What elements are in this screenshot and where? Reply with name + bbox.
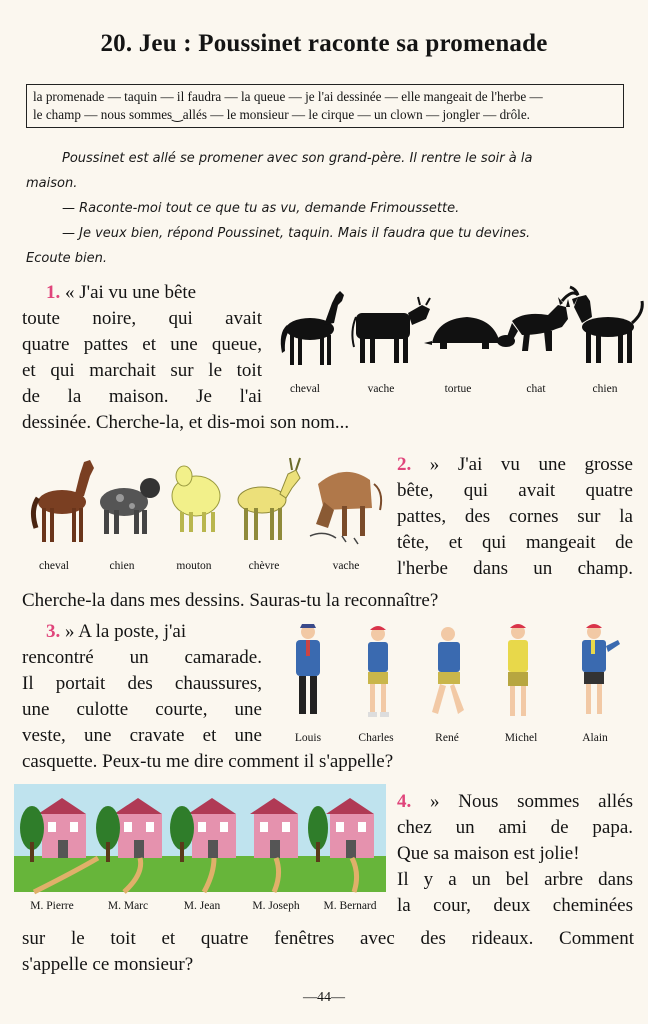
text-line: une culotte courte, une <box>22 699 262 720</box>
question-number: 3. <box>46 621 61 642</box>
question-3-boys <box>282 622 632 726</box>
boy-louis-drawing <box>296 624 320 714</box>
question-1-text <box>22 280 262 410</box>
intro-line-1b: maison. <box>26 176 78 191</box>
boy-alain-drawing <box>582 624 620 714</box>
caption-chat: chat <box>526 383 546 395</box>
caption-alain: Alain <box>582 732 608 744</box>
dog-silhouette <box>572 295 642 363</box>
text-line: et qui marchait sur le toit <box>22 360 262 381</box>
text-line: rencontré un camarade. <box>22 647 262 668</box>
text-line: l'herbe dans un champ. <box>397 558 633 579</box>
boy-charles-drawing <box>368 626 389 717</box>
brown-horse-drawing <box>33 460 94 542</box>
caption-mouton: mouton <box>176 560 212 572</box>
question-4-text-cont <box>22 926 634 978</box>
text-line: » Nous sommes allés <box>430 791 634 812</box>
caption-m-bernard: M. Bernard <box>323 900 377 912</box>
cat-silhouette <box>504 287 578 351</box>
question-2-last-line: Cherche-la dans mes dessins. Sauras-tu la reconnaître? <box>22 590 439 611</box>
horse-silhouette <box>281 291 344 365</box>
grey-dog-drawing <box>100 478 160 534</box>
caption-michel: Michel <box>504 732 538 744</box>
caption-rene: René <box>435 732 459 744</box>
caption-m-marc: M. Marc <box>107 900 149 912</box>
caption-louis: Louis <box>294 732 322 744</box>
question-4-text <box>397 789 633 919</box>
caption-m-joseph: M. Joseph <box>252 900 300 912</box>
intro-text <box>26 146 636 271</box>
caption-m-pierre: M. Pierre <box>30 900 74 912</box>
intro-line-2: — Raconte-moi tout ce que tu as vu, demande Frimoussette. <box>62 201 460 216</box>
text-line: veste, une cravate et une <box>22 725 262 746</box>
tortoise-silhouette <box>424 317 515 349</box>
yellow-sheep-drawing <box>172 466 220 532</box>
text-line: sur le toit et quatre fenêtres avec des rideaux. Comment <box>22 928 634 949</box>
text-line: de la maison. Je l'ai <box>22 386 262 407</box>
text-line: » J'ai vu une grosse <box>429 454 633 475</box>
text-line: tête, et qui mangeait de <box>397 532 633 553</box>
text-line: » A la poste, j'ai <box>65 621 187 642</box>
caption-chevre: chèvre <box>248 560 280 572</box>
question-3-last-line: casquette. Peux-tu me dire comment il s'appelle? <box>22 751 394 772</box>
text-line: s'appelle ce monsieur? <box>22 954 194 975</box>
house-bernard-drawing <box>308 798 374 862</box>
question-number: 2. <box>397 454 412 475</box>
question-2-text <box>397 452 633 582</box>
question-3-text <box>22 619 262 749</box>
question-2-animals <box>24 452 388 554</box>
question-number: 4. <box>397 791 412 812</box>
intro-line-3b: Ecoute bien. <box>26 251 108 266</box>
text-line: pattes, des cornes sur la <box>397 506 633 527</box>
text-line: « J'ai vu une bête <box>65 282 197 303</box>
intro-line-3a: — Je veux bien, répond Poussinet, taquin. Mais il faudra que tu devines. <box>62 226 531 241</box>
caption-chien-2: chien <box>109 560 135 572</box>
vocabulary-box <box>26 84 624 128</box>
text-line: toute noire, qui avait <box>22 308 262 329</box>
text-line: Il portait des chaussures, <box>22 673 262 694</box>
caption-tortue: tortue <box>444 383 472 395</box>
question-4-houses <box>14 784 386 892</box>
question-1-silhouettes <box>272 283 644 378</box>
text-line: la cour, deux cheminées <box>397 895 633 916</box>
caption-vache: vache <box>367 383 395 395</box>
cow-silhouette <box>352 297 430 363</box>
vocabulary-line-1: la promenade — taquin — il faudra — la queue — je l'ai dessinée — elle mangeait de l'herbe — <box>33 89 543 104</box>
caption-charles: Charles <box>358 732 394 744</box>
caption-chien: chien <box>592 383 618 395</box>
caption-vache-2: vache <box>332 560 360 572</box>
caption-cheval: cheval <box>289 383 320 395</box>
intro-line-1a: Poussinet est allé se promener avec son grand-père. Il rentre le soir à la <box>62 151 533 166</box>
page-title: 20. Jeu : Poussinet raconte sa promenade <box>100 30 548 57</box>
grazing-cow-drawing <box>310 472 381 544</box>
caption-m-jean: M. Jean <box>183 900 221 912</box>
caption-cheval-2: cheval <box>38 560 69 572</box>
page-number: —44— <box>303 990 345 1005</box>
boy-rene-drawing <box>432 627 464 714</box>
text-line: bête, qui avait quatre <box>397 480 633 501</box>
text-line: Il y a un bel arbre dans <box>397 869 633 890</box>
goat-drawing <box>238 458 300 540</box>
text-line: quatre pattes et une queue, <box>22 334 262 355</box>
boy-michel-drawing <box>508 624 528 716</box>
text-line: Que sa maison est jolie! <box>397 843 580 864</box>
question-1-last-line: dessinée. Cherche-la, et dis-moi son nom... <box>22 412 350 433</box>
text-line: chez un ami de papa. <box>397 817 633 838</box>
vocabulary-line-2: le champ — nous sommes‿allés — le monsieur — le cirque — un clown — jongler — drôle. <box>33 107 530 122</box>
question-number: 1. <box>46 282 61 303</box>
